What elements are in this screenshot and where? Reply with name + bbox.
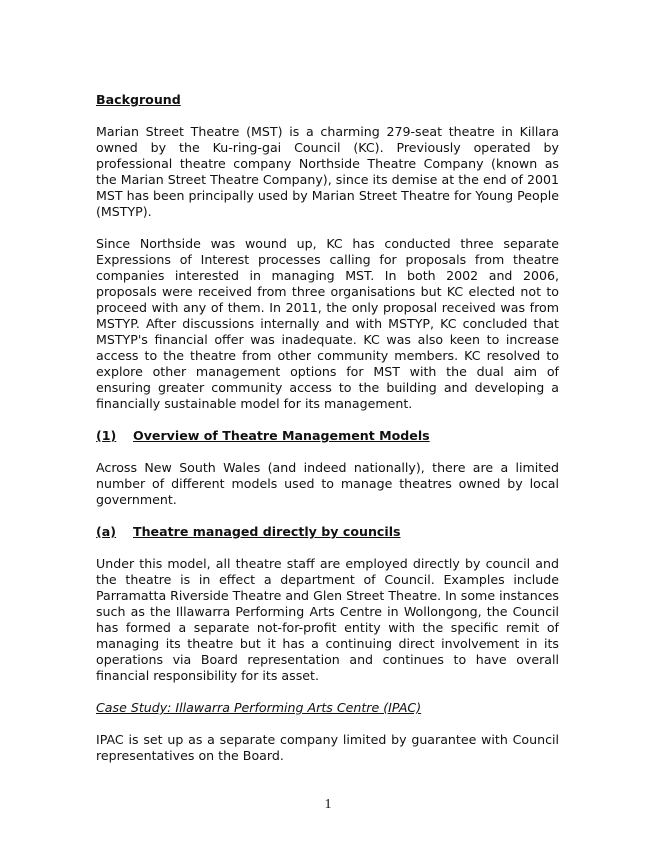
spacer [96, 508, 559, 524]
background-heading: Background [96, 92, 181, 107]
section-1-number: (1) [96, 428, 117, 443]
case-study-heading: Case Study: Illawarra Performing Arts Centre (IPAC) [96, 700, 422, 715]
spacer [96, 540, 559, 556]
spacer [96, 108, 559, 124]
spacer [96, 444, 559, 460]
spacer [96, 716, 559, 732]
section-1-title: Overview of Theatre Management Models [133, 428, 430, 443]
spacer [96, 220, 559, 236]
section-a-heading [96, 524, 559, 540]
spacer [96, 684, 559, 700]
section-a-number: (a) [96, 524, 117, 539]
paragraph-ipac: IPAC is set up as a separate company limited by guarantee with Council representatives on the Board. [96, 732, 559, 763]
document-page [96, 92, 559, 764]
page-number: 1 [324, 797, 332, 812]
paragraph-history: Since Northside was wound up, KC has conducted three separate Expressions of Interest processes calling for proposals from theatre companies interested in managing MST. In both 2002 and 2006, proposals were received from three organisations but KC elected not to proceed with any of them. In 2011, the only proposal received was from MSTYP. After discussions internally and with MSTYP, KC concluded that MSTYP's financial offer was inadequate. KC was also keen to increase access to the theatre from other community members. KC resolved to explore other management options for MST with the dual aim of ensuring greater community access to the building and developing a financially sustainable model for its management. [96, 236, 559, 411]
spacer [96, 412, 559, 428]
section-a-title: Theatre managed directly by councils [133, 524, 401, 539]
section-1-heading [96, 428, 559, 444]
paragraph-council-model: Under this model, all theatre staff are employed directly by council and the theatre is in effect a department of Council. Examples include Parramatta Riverside Theatre and Glen Street Theatre. In some instances such as the Illawarra Performing Arts Centre in Wollongong, the Council has formed a separate not-for-profit entity with the specific remit of managing its theatre but it has a continuing direct involvement in its operations via Board representation and continues to have overall financial responsibility for its asset. [96, 556, 559, 683]
paragraph-overview: Across New South Wales (and indeed nationally), there are a limited number of different models used to manage theatres owned by local government. [96, 460, 559, 507]
paragraph-intro: Marian Street Theatre (MST) is a charming 279-seat theatre in Killara owned by the Ku-ring-gai Council (KC). Previously operated by professional theatre company Northside Theatre Company (known as the Marian Street Theatre Company), since its demise at the end of 2001 MST has been principally used by Marian Street Theatre for Young People (MSTYP). [96, 124, 559, 219]
